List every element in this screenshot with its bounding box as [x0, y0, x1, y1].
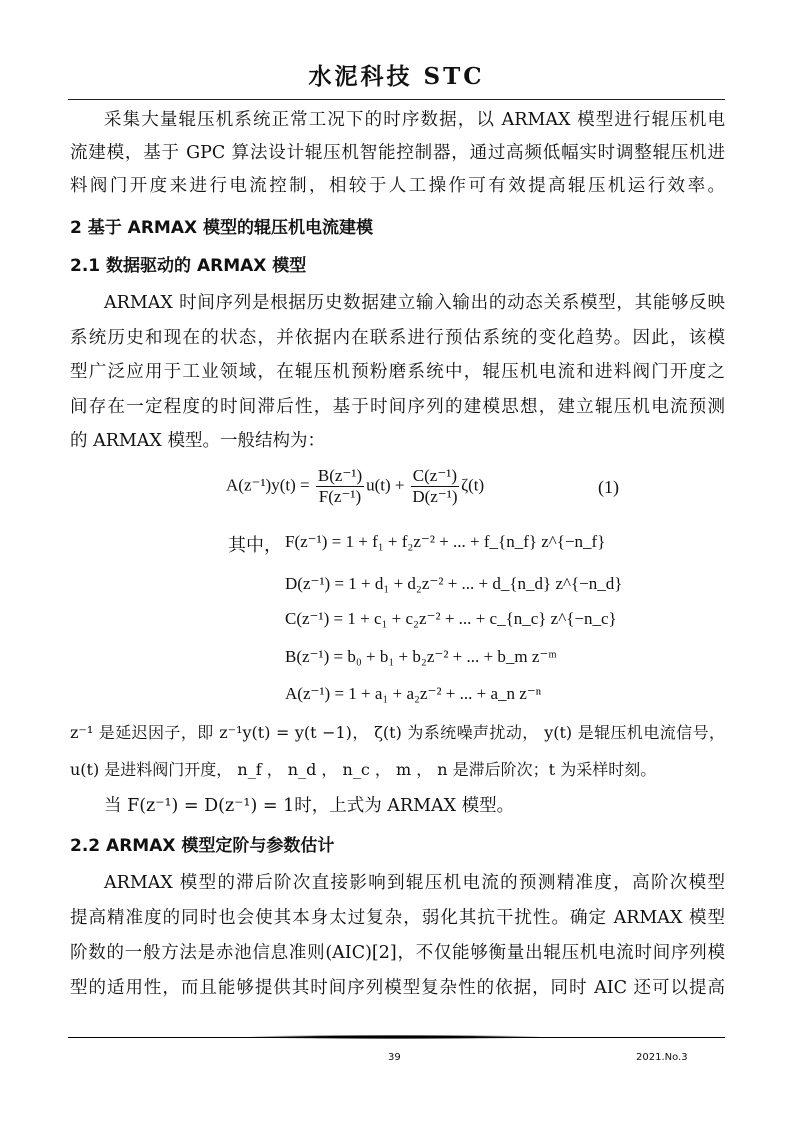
polynomial-b: B(z⁻¹) = b₀ + b₁ + b₂z⁻² + ... + b_m z⁻ᵐ — [285, 647, 557, 666]
equation-number: (1) — [598, 477, 619, 497]
paragraph-line: 阶数的一般方法是赤池信息准则(AIC)[2]，不仅能够衡量出辊压机电流时间序列模 — [70, 943, 725, 963]
denominator: D(z⁻¹) — [412, 487, 458, 506]
explanation-line: 当 F(z⁻¹) = D(z⁻¹) = 1时，上式为 ARMAX 模型。 — [104, 796, 515, 816]
intro-line: 采集大量辊压机系统正常工况下的时序数据，以 ARMAX 模型进行辊压机电 — [104, 110, 725, 130]
paragraph-line: 型广泛应用于工业领域，在辊压机预粉磨系统中，辊压机电流和进料阀门开度之 — [70, 362, 725, 382]
page-number: 39 — [388, 1052, 401, 1063]
fraction-b-over-f — [316, 466, 364, 507]
footer-rule-ornament — [250, 1035, 540, 1039]
intro-line: 料阀门开度来进行电流控制，相较于人工操作可有效提高辊压机运行效率。 — [70, 176, 725, 196]
explanation-line: z⁻¹ 是延迟因子，即 z⁻¹y(t) = y(t −1)， ζ(t) 为系统噪声扰动， y(t) 是辊压机电流信号， — [70, 723, 725, 742]
eq-lhs: A(z⁻¹)y(t) = — [226, 475, 310, 495]
paragraph-line: 提高精准度的同时也会使其本身太过复杂，弱化其抗干扰性。确定 ARMAX 模型 — [70, 908, 725, 928]
eq-mid: u(t) + — [366, 475, 405, 495]
numerator: B(z⁻¹) — [317, 466, 363, 485]
section-2-heading: 2 基于 ARMAX 模型的辊压机电流建模 — [70, 218, 374, 238]
header-rule — [68, 99, 725, 100]
paragraph-line: 的 ARMAX 模型。一般结构为： — [70, 431, 325, 451]
issue-label: 2021.No.3 — [636, 1052, 688, 1063]
polynomial-d: D(z⁻¹) = 1 + d₁ + d₂z⁻² + ... + d_{n_d} z^{−n_d} — [285, 574, 623, 593]
section-2-1-heading: 2.1 数据驱动的 ARMAX 模型 — [70, 256, 307, 276]
denominator: F(z⁻¹) — [318, 487, 362, 506]
section-2-2-heading: 2.2 ARMAX 模型定阶与参数估计 — [70, 836, 335, 856]
polynomial-f: F(z⁻¹) = 1 + f₁ + f₂z⁻² + ... + f_{n_f} z^{−n_f} — [285, 532, 606, 551]
fraction-c-over-d — [411, 466, 459, 507]
paragraph-line: 系统历史和现在的状态，并依据内在联系进行预估系统的变化趋势。因此，该模 — [70, 328, 725, 348]
paragraph-line: ARMAX 模型的滞后阶次直接影响到辊压机电流的预测精准度，高阶次模型 — [104, 873, 725, 893]
polynomial-c: C(z⁻¹) = 1 + c₁ + c₂z⁻² + ... + c_{n_c} z^{−n_c} — [285, 609, 617, 628]
explanation-line: u(t) 是进料阀门开度， n_f ， n_d ， n_c ， m ， n 是滞后阶次；t 为采样时刻。 — [70, 760, 657, 779]
equation-1 — [226, 466, 484, 507]
polynomial-a: A(z⁻¹) = 1 + a₁ + a₂z⁻² + ... + a_n z⁻ⁿ — [285, 684, 542, 703]
paragraph-line: 间存在一定程度的时间滞后性，基于时间序列的建模思想，建立辊压机电流预测 — [70, 397, 725, 417]
where-label: 其中， — [228, 535, 282, 556]
paragraph-line: ARMAX 时间序列是根据历史数据建立输入输出的动态关系模型，其能够反映 — [104, 293, 725, 313]
numerator: C(z⁻¹) — [412, 466, 458, 485]
eq-tail: ζ(t) — [461, 475, 485, 495]
journal-title: 水泥科技 STC — [308, 63, 485, 90]
paragraph-line: 型的适用性，而且能够提供其时间序列模型复杂性的依据，同时 AIC 还可以提高 — [70, 978, 725, 998]
intro-line: 流建模，基于 GPC 算法设计辊压机智能控制器，通过高频低幅实时调整辊压机进 — [70, 143, 725, 163]
